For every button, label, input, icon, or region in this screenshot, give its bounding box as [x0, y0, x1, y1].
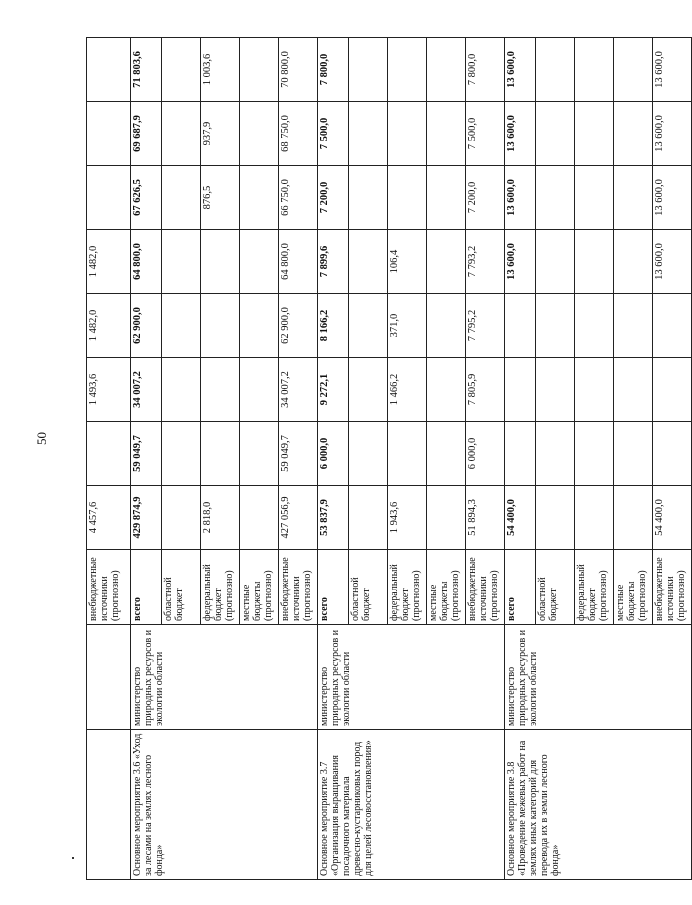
value-cell	[653, 358, 692, 422]
value-cell	[349, 294, 388, 358]
value-cell	[614, 38, 653, 102]
value-cell	[575, 230, 614, 294]
value-cell	[162, 166, 201, 230]
value-cell: 51 894,3	[466, 486, 505, 550]
value-cell	[536, 166, 575, 230]
value-cell	[427, 294, 466, 358]
value-cell	[505, 358, 536, 422]
value-cell	[349, 38, 388, 102]
value-cell: 9 272,1	[318, 358, 349, 422]
executor-cell: министерство природных ресурсов и экологии области	[131, 625, 318, 730]
value-cell	[87, 422, 131, 486]
value-cell: 7 800,0	[318, 38, 349, 102]
value-cell	[536, 422, 575, 486]
value-cell	[162, 102, 201, 166]
value-cell: 70 800,0	[279, 38, 318, 102]
value-cell	[162, 38, 201, 102]
value-cell	[427, 422, 466, 486]
value-cell	[240, 38, 279, 102]
executor-cell: министерство природных ресурсов и экологии области	[318, 625, 505, 730]
source-cell: всего	[505, 550, 536, 625]
event-cell: Основное мероприятие 3.7 «Организация выращивания посадочного материала древесно-кустарниковых пород для целей лесовосстановления»	[318, 730, 505, 880]
value-cell	[388, 38, 427, 102]
table-row	[87, 38, 131, 880]
value-cell: 64 800,0	[279, 230, 318, 294]
value-cell	[240, 422, 279, 486]
value-cell	[575, 102, 614, 166]
value-cell: 13 600,0	[505, 102, 536, 166]
value-cell: 7 805,9	[466, 358, 505, 422]
value-cell: 6 000,0	[318, 422, 349, 486]
event-cell	[87, 730, 131, 880]
source-cell: местные бюджеты (прогнозно)	[240, 550, 279, 625]
value-cell	[575, 294, 614, 358]
value-cell	[87, 38, 131, 102]
value-cell	[162, 294, 201, 358]
value-cell	[575, 166, 614, 230]
value-cell	[349, 166, 388, 230]
value-cell: 71 803,6	[131, 38, 162, 102]
value-cell: 54 400,0	[505, 486, 536, 550]
value-cell: 64 800,0	[131, 230, 162, 294]
source-cell: областной бюджет	[536, 550, 575, 625]
event-cell: Основное мероприятие 3.8 «Проведение межевых работ на землях иных категорий для перевода их в земли лесного фонда»	[505, 730, 692, 880]
value-cell: 59 049,7	[131, 422, 162, 486]
value-cell: 13 600,0	[653, 230, 692, 294]
source-cell: федеральный бюджет (прогнозно)	[575, 550, 614, 625]
value-cell: 1 943,6	[388, 486, 427, 550]
value-cell: 8 166,2	[318, 294, 349, 358]
value-cell: 13 600,0	[505, 230, 536, 294]
value-cell	[162, 422, 201, 486]
scan-speck	[72, 857, 74, 859]
source-cell: внебюджетные источники (прогнозно)	[279, 550, 318, 625]
value-cell: 13 600,0	[505, 166, 536, 230]
value-cell	[653, 294, 692, 358]
source-cell: внебюджетные источники (прогнозно)	[466, 550, 505, 625]
value-cell	[240, 294, 279, 358]
value-cell: 7 793,2	[466, 230, 505, 294]
source-cell: местные бюджеты (прогнозно)	[427, 550, 466, 625]
executor-cell	[87, 625, 131, 730]
value-cell: 937,9	[201, 102, 240, 166]
value-cell: 67 626,5	[131, 166, 162, 230]
value-cell	[201, 422, 240, 486]
source-cell: всего	[131, 550, 162, 625]
value-cell: 6 000,0	[466, 422, 505, 486]
value-cell	[536, 486, 575, 550]
value-cell	[536, 230, 575, 294]
value-cell: 13 600,0	[653, 166, 692, 230]
value-cell	[240, 486, 279, 550]
source-cell: местные бюджеты (прогнозно)	[614, 550, 653, 625]
value-cell	[388, 102, 427, 166]
value-cell	[349, 358, 388, 422]
value-cell: 62 900,0	[279, 294, 318, 358]
value-cell	[162, 486, 201, 550]
value-cell: 1 482,0	[87, 230, 131, 294]
value-cell	[614, 294, 653, 358]
value-cell	[536, 38, 575, 102]
value-cell: 62 900,0	[131, 294, 162, 358]
value-cell	[349, 102, 388, 166]
value-cell	[614, 230, 653, 294]
value-cell	[427, 166, 466, 230]
value-cell: 2 818,0	[201, 486, 240, 550]
value-cell: 34 007,2	[279, 358, 318, 422]
value-cell: 66 750,0	[279, 166, 318, 230]
value-cell: 53 837,9	[318, 486, 349, 550]
value-cell: 7 795,2	[466, 294, 505, 358]
value-cell	[201, 230, 240, 294]
value-cell: 7 200,0	[466, 166, 505, 230]
source-cell: внебюджетные источники (прогнозно)	[87, 550, 131, 625]
value-cell	[427, 38, 466, 102]
source-cell: областной бюджет	[162, 550, 201, 625]
value-cell: 54 400,0	[653, 486, 692, 550]
value-cell	[388, 166, 427, 230]
value-cell: 34 007,2	[131, 358, 162, 422]
value-cell	[349, 486, 388, 550]
value-cell: 69 687,9	[131, 102, 162, 166]
value-cell	[349, 422, 388, 486]
value-cell	[240, 102, 279, 166]
value-cell	[575, 486, 614, 550]
value-cell: 1 466,2	[388, 358, 427, 422]
value-cell	[427, 358, 466, 422]
table-row	[131, 38, 162, 880]
value-cell: 59 049,7	[279, 422, 318, 486]
value-cell	[427, 486, 466, 550]
value-cell: 1 493,6	[87, 358, 131, 422]
value-cell: 13 600,0	[653, 102, 692, 166]
value-cell	[201, 358, 240, 422]
source-cell: областной бюджет	[349, 550, 388, 625]
value-cell	[87, 166, 131, 230]
value-cell: 13 600,0	[653, 38, 692, 102]
value-cell	[240, 166, 279, 230]
value-cell	[240, 358, 279, 422]
value-cell	[505, 294, 536, 358]
value-cell: 371,0	[388, 294, 427, 358]
value-cell	[536, 102, 575, 166]
value-cell	[505, 422, 536, 486]
value-cell	[614, 358, 653, 422]
value-cell: 4 457,6	[87, 486, 131, 550]
value-cell: 7 500,0	[318, 102, 349, 166]
value-cell	[575, 38, 614, 102]
value-cell: 106,4	[388, 230, 427, 294]
executor-cell: министерство природных ресурсов и экологии области	[505, 625, 692, 730]
value-cell	[162, 230, 201, 294]
value-cell: 13 600,0	[505, 38, 536, 102]
value-cell	[614, 102, 653, 166]
value-cell	[162, 358, 201, 422]
page-number: 50	[34, 432, 49, 445]
value-cell: 7 800,0	[466, 38, 505, 102]
value-cell	[388, 422, 427, 486]
value-cell: 7 500,0	[466, 102, 505, 166]
source-cell: федеральный бюджет (прогнозно)	[201, 550, 240, 625]
value-cell	[653, 422, 692, 486]
value-cell	[575, 422, 614, 486]
value-cell	[614, 422, 653, 486]
rotated-table-container	[86, 40, 687, 880]
event-cell: Основное мероприятие 3.6 «Уход за лесами на землях лесного фонда»	[131, 730, 318, 880]
value-cell	[201, 294, 240, 358]
value-cell	[427, 230, 466, 294]
source-cell: всего	[318, 550, 349, 625]
table-row	[318, 38, 349, 880]
value-cell: 7 200,0	[318, 166, 349, 230]
value-cell	[536, 294, 575, 358]
value-cell	[614, 486, 653, 550]
value-cell: 876,5	[201, 166, 240, 230]
value-cell: 1 003,6	[201, 38, 240, 102]
value-cell: 429 874,9	[131, 486, 162, 550]
source-cell: внебюджетные источники (прогнозно)	[653, 550, 692, 625]
value-cell	[536, 358, 575, 422]
source-cell: федеральный бюджет (прогнозно)	[388, 550, 427, 625]
value-cell: 427 056,9	[279, 486, 318, 550]
value-cell: 68 750,0	[279, 102, 318, 166]
value-cell	[427, 102, 466, 166]
value-cell	[614, 166, 653, 230]
value-cell	[575, 358, 614, 422]
value-cell	[349, 230, 388, 294]
value-cell: 1 482,0	[87, 294, 131, 358]
value-cell: 7 899,6	[318, 230, 349, 294]
value-cell	[240, 230, 279, 294]
value-cell	[87, 102, 131, 166]
budget-table	[86, 37, 692, 880]
table-row	[505, 38, 536, 880]
